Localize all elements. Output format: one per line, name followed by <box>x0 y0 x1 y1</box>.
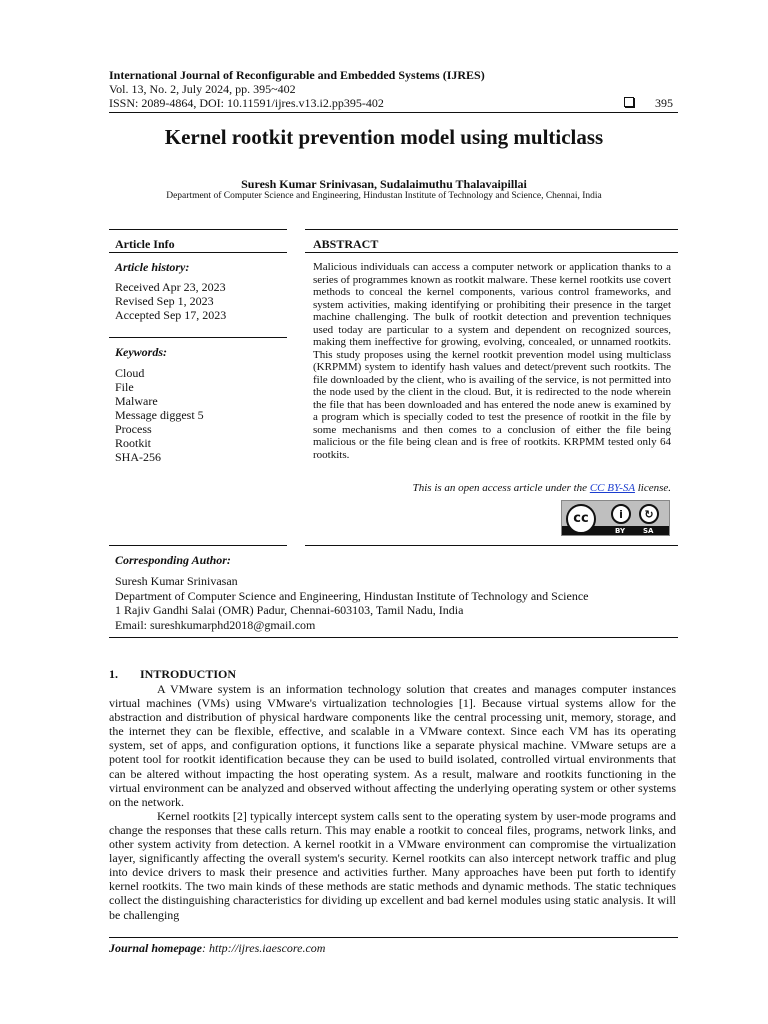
section-heading <box>109 667 236 681</box>
cc-icon-text: cc <box>573 511 589 526</box>
article-info-heading: Article Info <box>115 237 175 251</box>
abstract-bottom-rule <box>305 545 678 546</box>
corresponding-label: Corresponding Author: <box>115 553 231 567</box>
section-title: INTRODUCTION <box>140 667 237 681</box>
keywords-label: Keywords: <box>115 345 167 359</box>
corresponding-block <box>115 574 588 632</box>
paper-affiliation: Department of Computer Science and Engineering, Hindustan Institute of Technology and Science, Chennai, India <box>166 191 602 201</box>
page-box-icon <box>624 97 634 107</box>
cc-by-sa-badge[interactable] <box>561 500 670 536</box>
paper-authors: Suresh Kumar Srinivasan, Sudalaimuthu Thalavaipillai <box>241 177 527 191</box>
info-bottom-rule <box>109 545 287 546</box>
badge-sa-label: SA <box>643 527 654 535</box>
by-person-icon: i <box>611 504 631 524</box>
volume-info: Vol. 13, No. 2, July 2024, pp. 395~402 <box>109 82 296 96</box>
keyword-item: SHA-256 <box>115 450 162 464</box>
keyword-item: Cloud <box>115 366 145 380</box>
keyword-item: Malware <box>115 394 158 408</box>
keyword-item: Rootkit <box>115 436 152 450</box>
page-number: 395 <box>655 96 673 110</box>
abstract-heading: ABSTRACT <box>313 237 379 251</box>
homepage-label: Journal homepage <box>109 941 203 955</box>
open-access-note <box>313 482 671 495</box>
homepage-url[interactable]: : http://ijres.iaescore.com <box>202 941 326 955</box>
keyword-item: File <box>115 380 134 394</box>
abstract-heading-rule <box>305 252 678 253</box>
abstract-text: Malicious individuals can access a computer network or application thanks to a series of programmes known as rootkit malware. These kernel rootkits use covert methods to conceal the kernel components, various control frameworks, and system activities, making identifying or prohibiting their presence in the target machine challenging. The bulk of rootkit detection and prevention techniques used today are particular to a system and dependent on recognized sources, making them ineffective for growing, evolving, concealed, or unnamed rootkits. This study proposes using the kernel rootkit prevention model using multiclass (KRPMM) system to identify hash values and detect/prevent such rootkits. The file downloaded by the client, who is availing of the service, is not permitted into the node used by the client in the cloud. But, it is redirected to the node wherein the file that has been downloaded and has entered the node anew is examined by a program which is specially coded to test the presence of rootkit in the file by some mechanisms and then comes to a conclusion of either the file being malicious or the file being clean and is free of rootkits. KRPMM tested only 64 rootkits. <box>313 261 671 461</box>
paragraph: A VMware system is an information technology solution that creates and manages computer instances virtual machines (VMs) using VMware's virtualization technologies [1]. Because virtual systems allow for the abstraction and distribution of physical hardware components like the central processing unit, memory, storage, and the internet they can be flexible, effective, and scalable in a VMware context. Since each VM has its operating system, set of apps, and configuration options, it functions like a separate physical machine. VMware setups are a potent tool for rootkit identification because they can be used to build isolated, controlled virtual environments that can be altered without impacting the host operating system. As a result, malware and rootkits functioning in the virtual environment can be analyzed and observed without affecting the underlying operating system or other systems on the network. <box>109 682 676 809</box>
keywords-rule <box>109 337 287 338</box>
abstract-top-rule <box>305 229 678 230</box>
introduction-body <box>109 682 676 922</box>
info-top-rule <box>109 229 287 230</box>
paper-title: Kernel rootkit prevention model using multiclass <box>164 125 604 149</box>
corresponding-department: Department of Computer Science and Engineering, Hindustan Institute of Technology and Science <box>115 588 589 603</box>
license-link[interactable]: CC BY-SA <box>589 482 635 494</box>
corresponding-bottom-rule <box>109 637 678 638</box>
journal-homepage <box>109 941 325 955</box>
footer-rule <box>109 937 678 938</box>
header-rule <box>109 112 678 113</box>
paragraph: Kernel rootkits [2] typically intercept system calls sent to the operating system by user-mode programs and change the responses that these calls return. This may enable a rootkit to conceal files, programs, network links, and other system activity from detection. A kernel rootkit in a VMware environment can compromise the virtualization layer, significantly affecting the overall system's security. Kernel rootkits can also intercept network traffic and plug into device drivers to mask their presence and activities further. Many approaches have been put forth to identify kernel rootkits. The two main kinds of these methods are static methods and dynamic methods. The static techniques collect the distinguishing characteristics for dividing up excellent and bad kernel modules using static analysis. It will be challenging <box>109 808 676 922</box>
info-heading-rule <box>109 252 287 253</box>
corresponding-address: 1 Rajiv Gandhi Salai (OMR) Padur, Chennai-603103, Tamil Nadu, India <box>115 603 464 617</box>
sa-share-icon: ↻ <box>639 504 659 524</box>
keyword-item: Process <box>115 422 152 436</box>
accepted-date: Accepted Sep 17, 2023 <box>115 308 227 322</box>
badge-by-label: BY <box>615 527 626 535</box>
cc-icon <box>566 504 596 534</box>
article-history-label: Article history: <box>115 260 190 274</box>
journal-name: International Journal of Reconfigurable and Embedded Systems (IJRES) <box>109 68 485 82</box>
section-number: 1. <box>109 667 118 681</box>
keyword-item: Message diggest 5 <box>115 408 204 422</box>
open-access-prefix: This is an open access article under the <box>412 482 588 494</box>
corresponding-name: Suresh Kumar Srinivasan <box>115 574 238 588</box>
open-access-suffix: license. <box>637 482 671 494</box>
corresponding-email: Email: sureshkumarphd2018@gmail.com <box>115 617 316 632</box>
issn-doi: ISSN: 2089-4864, DOI: 10.11591/ijres.v13.i2.pp395-402 <box>109 96 384 110</box>
revised-date: Revised Sep 1, 2023 <box>115 294 214 308</box>
received-date: Received Apr 23, 2023 <box>115 280 226 294</box>
